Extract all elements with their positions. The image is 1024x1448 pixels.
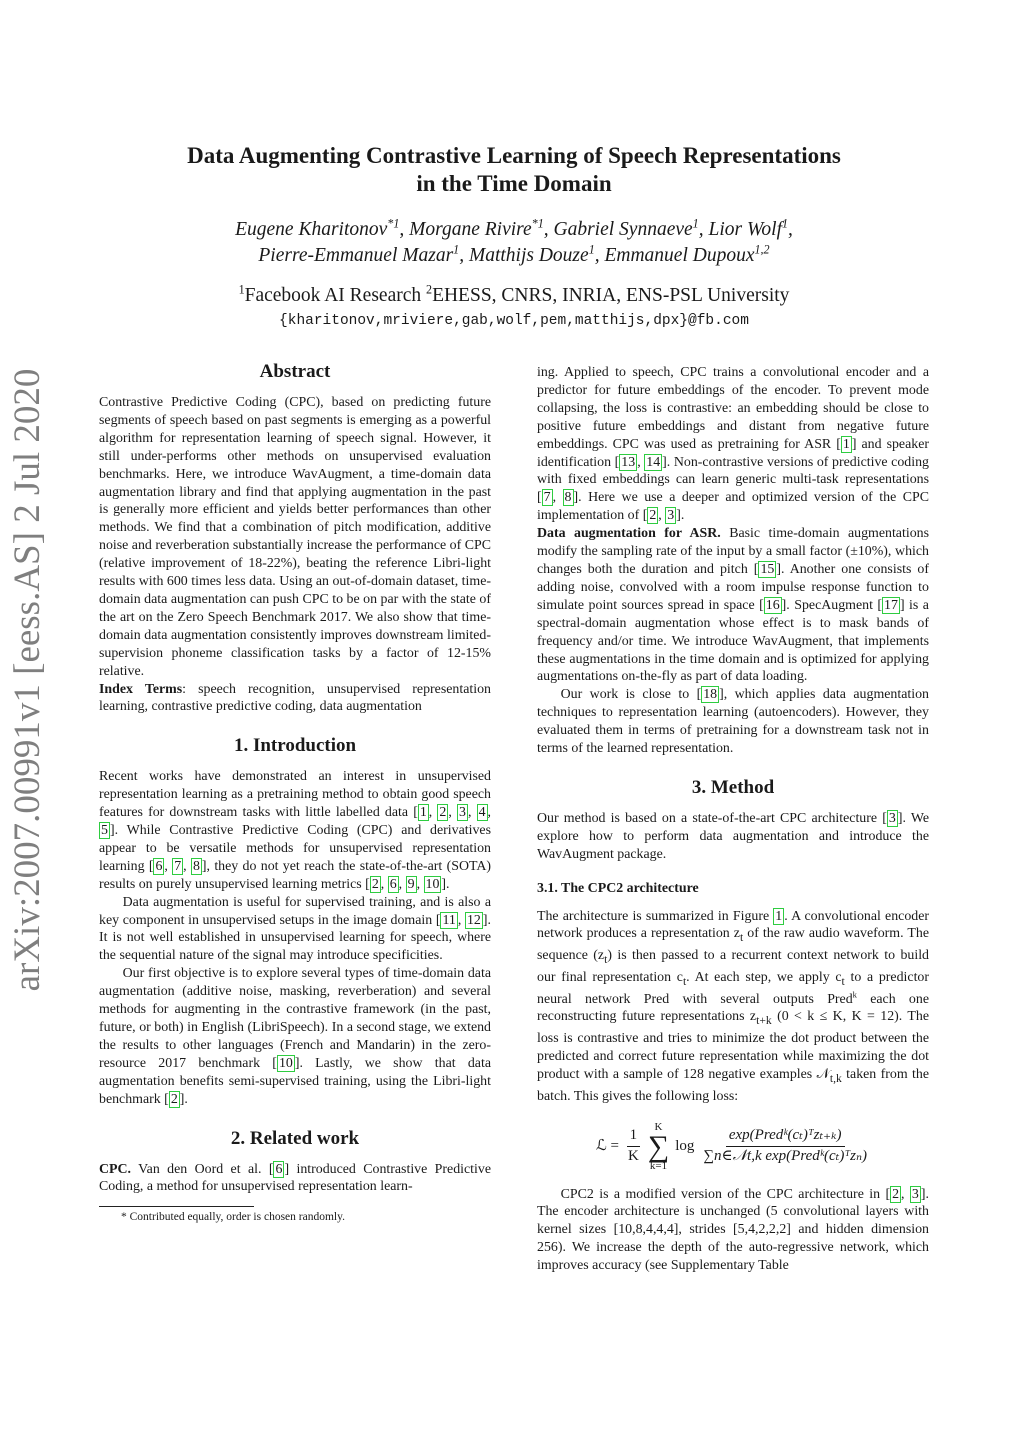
intro-paragraph-1: Recent works have demonstrated an interest in unsupervised representation learning as a pretraining method to obtain good speech features for downstream tasks with little labelled data [ 1 , 2 , 3 , 4 , 5 ]. While Contrastive Predictive Coding (CPC) and derivatives appear to be versatile methods for unsupervised representation learning [ 6 , 7 , 8 ], they do not yet reach the state-of-the-art (SOTA) results on purely unsupervised learning metrics [ 2 , 6 , 9 , 10 ].	[99, 769, 492, 892]
fraction-denominator: K	[627, 1148, 639, 1165]
index-terms-text: : speech recognition, unsupervised representation learning, contrastive predictive coding, data augmentation	[99, 681, 491, 715]
text-run: Data augmentation is useful for supervised training, and is also a key component in unsupervised setups in the image domain [	[99, 894, 491, 928]
author-line-1: Eugene Kharitonov$^{*1}$, Morgane Rivire$^{*1}$, Gabriel Synnaeve$^1$, Lior Wolf$^1$,	[235, 216, 793, 240]
author-mark: 1	[588, 242, 595, 257]
index-terms	[99, 681, 491, 717]
author-name: Eugene Kharitonov	[235, 219, 388, 240]
equation-fraction-1-over-k	[625, 1127, 642, 1166]
title-line-2: in the Time Domain	[416, 171, 612, 196]
citation-link[interactable]: 10	[278, 1055, 293, 1071]
text-run: ) is then passed to a recurrent context network to build our final representation c	[537, 948, 929, 985]
text-run: ], they do not yet reach the state-of-the-art (SOTA) results on purely unsupervised learning metrics [	[99, 858, 491, 892]
citation-link[interactable]: 3	[911, 1186, 919, 1202]
affiliations	[100, 284, 928, 308]
subscript: t	[841, 974, 845, 988]
introduction-heading: 1. Introduction	[233, 735, 357, 757]
citation-link[interactable]: 8	[564, 490, 572, 506]
text-run: ]. Non-contrastive versions of predictive coding with fixed embeddings can learn generic multi-task representations [	[537, 454, 929, 506]
citation-link[interactable]: 3	[667, 508, 675, 524]
citation-link[interactable]: 3	[459, 805, 466, 821]
text-run: ]. The encoder architecture is unchanged (5 convolutional layers with kernel sizes [10,8,4,4,4], strides [5,4,2,2,2] and hidden dimension 256). We increase the depth of the auto-regressive network, which improves accuracy (see Supplementary Table	[537, 1186, 929, 1274]
citation-link[interactable]: 2	[439, 805, 447, 821]
citation-link[interactable]: 12	[466, 912, 481, 928]
text-run: to a predictor neural network Pred with several outputs Pred	[537, 969, 930, 1007]
method-intro	[537, 810, 929, 864]
affiliation-mark: 2	[426, 282, 433, 297]
text-run: ].	[179, 1091, 188, 1107]
sigma-icon: ∑	[647, 1129, 670, 1163]
arxiv-identifier: arXiv:2007.00991v1 [eess.AS] 2 Jul 2020	[7, 368, 48, 992]
citation-link[interactable]: 9	[407, 876, 415, 892]
citation-link[interactable]: 15	[760, 561, 775, 577]
text-run: of the raw audio waveform. The sequence (z	[537, 926, 930, 964]
author-name: Lior Wolf	[708, 219, 782, 240]
figure-link[interactable]: 1	[775, 908, 783, 924]
citation-link[interactable]: 4	[478, 805, 486, 821]
citation-link[interactable]: 2	[170, 1091, 178, 1107]
superscript: k	[852, 988, 857, 999]
citation-link[interactable]: 13	[621, 454, 636, 470]
text-run: each one reconstructing future representations z	[537, 991, 929, 1025]
fraction-numerator: exp(Predᵏ(cₜ)ᵀzₜ₊ₖ)	[726, 1127, 845, 1147]
paper-title	[100, 142, 928, 198]
citation-link[interactable]: 1	[419, 805, 427, 821]
equation-lhs: ℒ =	[595, 1137, 619, 1154]
subscript: t	[604, 952, 608, 966]
method-heading: 3. Method	[691, 776, 775, 798]
author-mark: 1	[692, 216, 699, 231]
author-mark: *1	[531, 216, 544, 231]
text-run: ] and speaker identification [	[537, 436, 929, 470]
text-run: ], which applies data augmentation techniques to representation learning (autoencoders). However, they evaluated them in terms of pretraining for a downstream task not in terms of the learned representation.	[537, 687, 929, 757]
intro-paragraph-2: Data augmentation is useful for supervised training, and is also a key component in unsupervised setups in the image domain [ 11 , 12 ]. It is not well established in unsupervised learning for speech, where the sequential nature of the signal may introduce specificities.	[99, 894, 491, 964]
sum-lower-limit: k=1	[649, 1159, 668, 1172]
cpc-paragraph-continued: ing. Applied to speech, CPC trains a convolutional encoder and a predictor for future embeddings of the encoder. To prevent mode collapsing, the loss is contrastive: an embedding should be close to positive future embeddings and distant from negative future embeddings. CPC was used as pretraining for ASR [ 1 ] and speaker identification [ 13 , 14 ]. Non-contrastive versions of predictive coding with fixed embeddings can learn generic multi-task representations [ 7 , 8 ]. Here we use a deeper and optimized version of the CPC implementation of [ 2 , 3 ].	[537, 365, 929, 524]
citation-link[interactable]: 6	[155, 858, 163, 874]
citation-link[interactable]: 18	[703, 687, 718, 703]
cpc-paragraph	[99, 1161, 491, 1197]
author-line-2: Pierre-Emmanuel Mazar$^1$, Matthijs Douze$^1$, Emmanuel Dupoux$^{1,2}$	[258, 242, 770, 266]
text-run: CPC2 is a modified version of the CPC architecture in [	[560, 1186, 891, 1202]
footnote: * Contributed equally, order is chosen randomly.	[121, 1211, 345, 1224]
author-emails: {kharitonov,mriviere,gab,wolf,pem,matthijs,dpx}@fb.com	[279, 313, 749, 329]
text-run: Our work is close to [	[560, 687, 702, 703]
related-work-heading: 2. Related work	[230, 1127, 360, 1149]
affiliation-mark: 1	[238, 282, 245, 297]
affiliation-2: EHESS, CNRS, INRIA, ENS-PSL University	[432, 285, 790, 306]
affiliation-1: Facebook AI Research	[244, 285, 422, 306]
citation-link[interactable]: 7	[174, 858, 182, 874]
text-run: ]. We explore how to perform data augmentation and introduce the WavAugment package.	[537, 810, 930, 862]
citation-link[interactable]: 2	[649, 508, 657, 524]
abstract-text: Contrastive Predictive Coding (CPC), based on predicting future segments of speech based on past segments is emerging as a powerful algorithm for representation learning of speech signal. However, it still under-performs other methods on unsupervised evaluation benchmarks. Here, we introduce WavAugment, a time-domain data augmentation library and find that applying augmentation in the past is generally more efficient and yields better performances than other methods. We find that a combination of pitch modification, additive noise and reverberation substantially increase the performance of CPC (relative improvement of 18-22%), beating the reference Libri-light results with 600 times less data. Using an out-of-domain dataset, time-domain data augmentation can push CPC to be on par with the state of the art on the Zero Speech Benchmark 2017. We also show that time-domain data augmentation consistently improves downstream limited-supervision phoneme classification tasks by a factor of 12-15% relative.	[99, 395, 491, 679]
author-mark: 1	[781, 216, 789, 231]
cpc-label: CPC.	[99, 1161, 132, 1177]
author-mark: 1,2	[754, 242, 770, 257]
text-run: Recent works have demonstrated an interest in unsupervised representation learning as a pretraining method to obtain good speech features for downstream tasks with little labelled data [	[99, 769, 491, 821]
text-run: . At each step, we apply c	[686, 969, 842, 985]
asr-paragraph	[537, 525, 929, 686]
author-name: Matthijs Douze	[468, 245, 589, 266]
right-column	[537, 364, 929, 1275]
author-mark: 1	[453, 242, 460, 257]
text-run: taken from the batch. This gives the following loss:	[537, 1066, 929, 1104]
citation-link[interactable]: 1	[842, 436, 850, 452]
cpc-paragraph-left-part: ] introduced Contrastive Predictive Coding, a method for unsupervised representation learn-	[99, 1161, 491, 1195]
citation-link[interactable]: 7	[543, 490, 551, 506]
text-run: ] is a spectral-domain augmentation whose effect is to mask bands of frequency and/or time. We introduce WavAugment, that implements these augmentations in the time domain and is optimized for applying augmentations on-the-fly as part of data loading.	[537, 597, 929, 685]
loss-equation	[537, 1122, 929, 1172]
footnote-divider	[99, 1206, 254, 1207]
close-work-paragraph	[537, 686, 929, 758]
citation-link[interactable]: 6	[275, 1161, 283, 1177]
citation-link[interactable]: 6	[389, 876, 397, 892]
citation-link[interactable]: 16	[765, 597, 780, 613]
text-run: ]. Here we use a deeper and optimized version of the CPC implementation of [	[537, 490, 929, 524]
cpc2-paragraph: CPC2 is a modified version of the CPC architecture in [ 2 , 3 ]. The encoder architecture is unchanged (5 convolutional layers with kernel sizes [10,8,4,4,4], strides [5,4,2,2,2] and hidden dimension 256). We increase the depth of the auto-regressive network, which improves accuracy (see Supplementary Table	[537, 1186, 929, 1274]
text-run: ]. It is not well established in unsupervised learning for speech, where the sequential nature of the signal may introduce specificities.	[99, 912, 491, 964]
fraction-denominator: ∑n∈𝒩t,k exp(Predᵏ(cₜ)ᵀzₙ)	[703, 1148, 868, 1165]
author-name: Emmanuel Dupoux	[604, 245, 755, 266]
abstract-heading: Abstract	[259, 361, 331, 382]
citation-link[interactable]: 2	[892, 1186, 900, 1202]
equation-main-fraction	[700, 1127, 870, 1166]
citation-link[interactable]: 10	[425, 876, 440, 892]
citation-link[interactable]: 3	[888, 810, 896, 826]
author-name: Gabriel Synnaeve	[553, 219, 693, 240]
citation-link[interactable]: 5	[101, 823, 108, 839]
author-mark: *1	[387, 216, 400, 231]
title-line-1: Data Augmenting Contrastive Learning of Speech Representations	[187, 143, 841, 168]
text-run: ]. SpecAugment [	[781, 597, 883, 613]
text-run: Our method is based on a state-of-the-art CPC architecture [	[537, 810, 887, 826]
citation-link[interactable]: 2	[371, 876, 379, 892]
text-run: . A convolutional encoder network produces a representation z	[537, 908, 930, 942]
text-run: ].	[441, 876, 450, 892]
log-operator: log	[675, 1137, 695, 1154]
sum-upper-limit: K	[654, 1120, 663, 1133]
intro-paragraph-3	[99, 965, 491, 1108]
text-run: Our first objective is to explore several types of time-domain data augmentation (additive noise, masking, reverberation) and several methods for augmenting in the contrastive framework (in the past, future, or both) in English (LibriSpeech). In a second stage, we extend the results to other languages (French and Mandarin) in the zero-resource 2017 benchmark [	[99, 966, 491, 1071]
text-run: ]. While Contrastive Predictive Coding (CPC) and derivatives appear to be versatile methods for unsupervised representation learning [	[99, 823, 491, 874]
text-run: (0 < k ≤ K, K = 12). The loss is contrastive and tries to minimize the dot product between the predicted and correct future representation while maximizing the dot product with a sample of 128 negative examples 𝒩	[537, 1009, 930, 1082]
subscript: t	[739, 931, 744, 945]
citation-link[interactable]: 8	[192, 858, 200, 874]
citation-link[interactable]: 17	[884, 597, 898, 613]
fraction-numerator: 1	[627, 1127, 641, 1147]
subscript: t,k	[829, 1071, 842, 1085]
citation-link[interactable]: 14	[646, 454, 661, 470]
cpc2-subheading: 3.1. The CPC2 architecture	[537, 880, 699, 896]
subscript: t	[682, 974, 687, 988]
author-name: Pierre-Emmanuel Mazar	[258, 245, 454, 266]
cpc-continued-text: ing. Applied to speech, CPC trains a convolutional encoder and a predictor for future embeddings of the encoder. To prevent mode collapsing, the loss is contrastive: an embedding should be close to positive future embeddings and distant from negative future embeddings. CPC was used as pretraining for ASR [	[537, 365, 929, 452]
asr-label: Data augmentation for ASR.	[537, 526, 721, 542]
architecture-paragraph	[537, 908, 929, 1106]
author-list	[100, 217, 928, 269]
text-run: Basic time-domain augmentations modify the sampling rate of the input by a small factor (±10%), which changes both the duration and pitch [	[537, 526, 929, 577]
text-run: ]. Lastly, we show that data augmentation benefits semi-supervised training, using the Libri-light benchmark [	[99, 1055, 491, 1107]
subscript: t+k	[756, 1014, 772, 1028]
text-run: ]. Another one consists of adding noise, convolved with a room impulse response function to simulate point sources spread in space [	[537, 561, 929, 613]
citation-link[interactable]: 11	[442, 912, 456, 928]
author-name: Morgane Rivire	[409, 219, 532, 240]
text-run: The architecture is summarized in Figure	[537, 908, 774, 924]
text-run: Van den Oord et al. [	[131, 1161, 274, 1177]
text-run: ].	[676, 508, 685, 524]
left-column	[99, 360, 491, 1225]
index-terms-label: Index Terms	[99, 681, 183, 697]
summation-symbol	[648, 1122, 669, 1172]
